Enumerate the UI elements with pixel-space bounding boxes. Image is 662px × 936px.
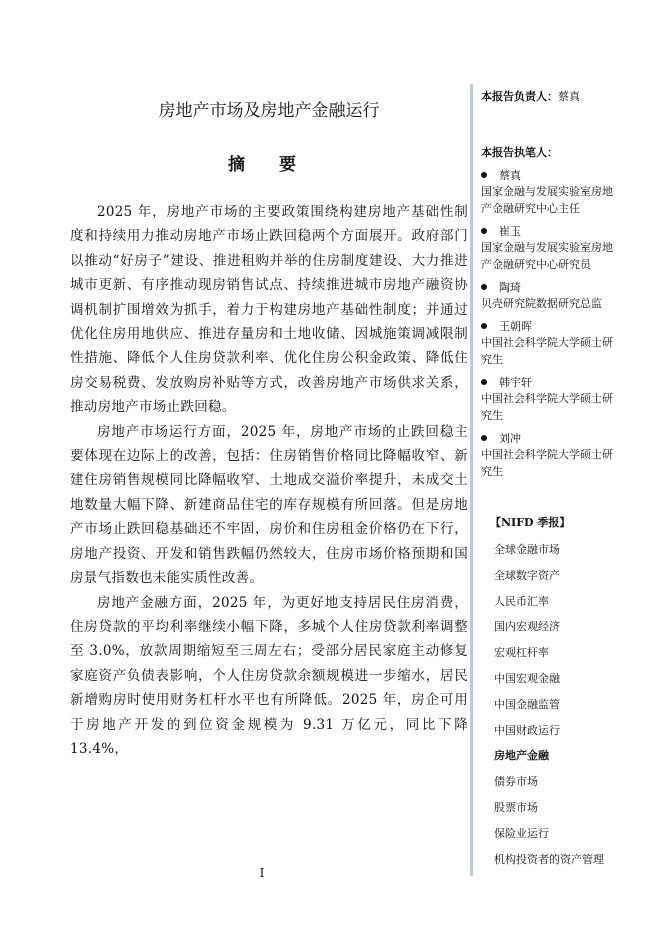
writer-name: 刘冲 <box>499 431 521 445</box>
report-lead <box>481 88 580 104</box>
nifd-series-list <box>490 514 634 872</box>
writer-name: 蔡真 <box>499 168 521 182</box>
writer-entry <box>481 278 623 312</box>
writer-affiliation: 中国社会科学院大学硕士研究生 <box>481 448 613 478</box>
writer-affiliation: 贝壳研究院数据研究总监 <box>481 297 602 310</box>
abstract-paragraph-3: 房地产金融方面，2025 年，为更好地支持居民住房消费，住房贷款的平均利率继续小幅下降，多城个人住房贷款利率调整至 3.0%，放款周期缩短至三周左右；受部分居民家庭主动修复家庭资产负债表影响，个人住房贷款余额规模进一步缩水，居民新增购房时使用财务杠杆水平也有所降低。2025 年，房企可用于房地产开发的到位资金规模为 9.31 万亿元，同比下降 13.4%， <box>70 594 468 757</box>
bullet-icon <box>481 323 487 329</box>
bullet-icon <box>481 379 487 385</box>
writer-affiliation: 国家金融与发展实验室房地产金融研究中心研究员 <box>481 241 613 271</box>
abstract-paragraph-1: 2025 年，房地产市场的主要政策围绕构建房地产基础性制度和持续用力推动房地产市场止跌回稳两个方面展开。政府部门以推动“好房子”建设、推进租购并举的住房制度建设、大力推进城市更新、有序推动现房销售试点、持续推进城市房地产融资协调机制扩围增效为抓手，着力于构建房地产基础性制度；并通过优化住房用地供应、推进存量房和土地收储、因城施策调减限制性措施、降低个人住房贷款利率、优化住房公积金政策、降低住房交易税费、发放购房补贴等方式，改善房地产市场供求关系，推动房地产市场止跌回稳。 <box>70 204 468 416</box>
nifd-item-active: 房地产金融 <box>494 749 549 763</box>
bullet-icon <box>481 228 487 234</box>
report-title: 房地产市场及房地产金融运行 <box>158 101 380 121</box>
writer-affiliation: 中国社会科学院大学硕士研究生 <box>481 392 613 422</box>
writer-name: 崔玉 <box>499 224 521 238</box>
nifd-item: 股票市场 <box>494 800 538 814</box>
writer-entry <box>481 222 623 273</box>
lead-name: 蔡真 <box>558 90 580 103</box>
nifd-item: 中国宏观金融 <box>494 671 560 685</box>
writer-entry <box>481 373 623 424</box>
nifd-title: 【NIFD 季报】 <box>490 516 571 529</box>
bullet-icon <box>481 435 487 441</box>
nifd-item: 机构投资者的资产管理 <box>494 852 604 866</box>
nifd-item: 全球数字资产 <box>494 568 560 582</box>
writer-affiliation: 国家金融与发展实验室房地产金融研究中心主任 <box>481 185 613 215</box>
abstract-body <box>70 200 468 761</box>
writer-affiliation: 中国社会科学院大学硕士研究生 <box>481 336 613 366</box>
nifd-item: 宏观杠杆率 <box>494 646 549 660</box>
abstract-paragraph-2: 房地产市场运行方面，2025 年，房地产市场的止跌回稳主要体现在边际上的改善，包括：住房销售价格同比降幅收窄、新建住房销售规模同比降幅收窄、土地成交溢价率提升，未成交土地数量大幅下降、新建商品住宅的库存规模有所回落。但是房地产市场止跌回稳基础还不牢固，房价和住房租金价格仍在下行，房地产投资、开发和销售跌幅仍然较大，住房市场价格预期和国房景气指数也未能实质性改善。 <box>70 423 468 587</box>
lead-label: 本报告负责人： <box>481 90 558 103</box>
nifd-item: 中国财政运行 <box>494 723 560 737</box>
writers-label: 本报告执笔人： <box>481 146 558 159</box>
abstract-heading: 摘 要 <box>228 155 310 175</box>
writer-entry <box>481 166 623 217</box>
writer-name: 王朝晖 <box>499 319 532 333</box>
nifd-item: 中国金融监管 <box>494 697 560 711</box>
writer-entry <box>481 317 623 368</box>
writer-name: 陶琦 <box>499 280 521 294</box>
nifd-item: 债券市场 <box>494 775 538 789</box>
page-number: I <box>259 866 265 880</box>
writer-entry <box>481 429 623 480</box>
bullet-icon <box>481 284 487 290</box>
writer-name: 韩宇轩 <box>499 375 532 389</box>
nifd-item: 保险业运行 <box>494 826 549 840</box>
writers-list <box>481 166 623 485</box>
sidebar-divider <box>470 84 473 876</box>
nifd-item: 国内宏观经济 <box>494 620 560 634</box>
nifd-item: 全球金融市场 <box>494 543 560 556</box>
nifd-item: 人民币汇率 <box>494 594 549 608</box>
bullet-icon <box>481 172 487 178</box>
